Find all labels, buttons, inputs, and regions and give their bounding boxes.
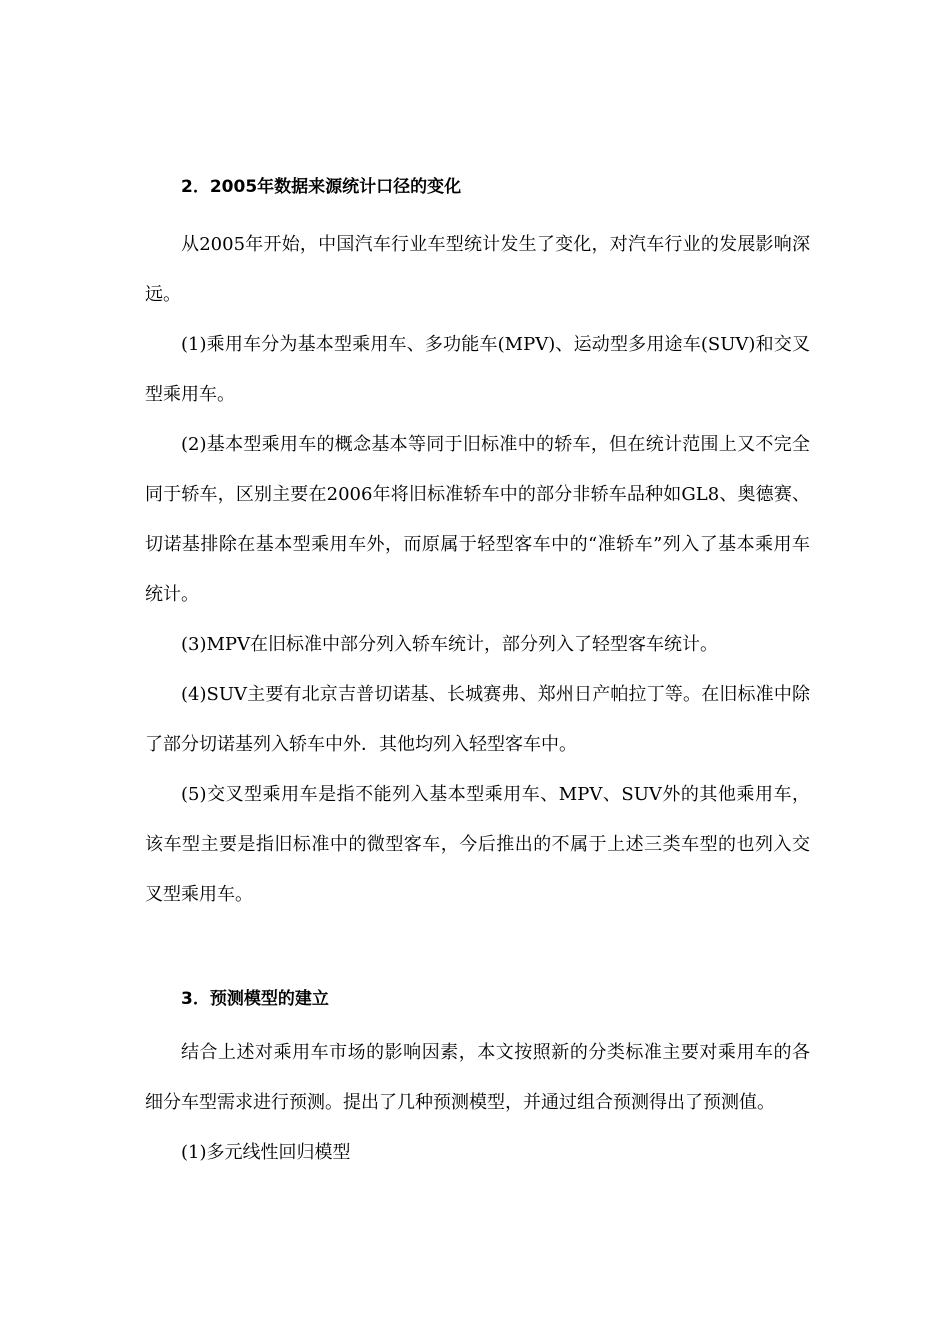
paragraph-item-5: (5)交叉型乘用车是指不能列入基本型乘用车、MPV、SUV外的其他乘用车，该车型主要是指旧标准中的微型客车，今后推出的不属于上述三类车型的也列入交叉型乘用车。 bbox=[145, 784, 810, 905]
paragraph-model-intro: 结合上述对乘用车市场的影响因素，本文按照新的分类标准主要对乘用车的各细分车型需求进行预测。提出了几种预测模型，并通过组合预测得出了预测值。 bbox=[145, 1042, 810, 1113]
document-page bbox=[145, 170, 810, 1178]
paragraph-item-3: (3)MPV在旧标准中部分列入轿车统计，部分列入了轻型客车统计。 bbox=[181, 634, 719, 655]
section-3-heading: 3．预测模型的建立 bbox=[181, 989, 329, 1009]
paragraph-intro: 从2005年开始，中国汽车行业车型统计发生了变化，对汽车行业的发展影响深远。 bbox=[145, 234, 810, 305]
paragraph-item-2: (2)基本型乘用车的概念基本等同于旧标准中的轿车，但在统计范围上又不完全同于轿车，区别主要在2006年将旧标准轿车中的部分非轿车品种如GL8、奥德赛、切诺基排除在基本型乘用车外，而原属于轻型客车中的“准轿车”列入了基本乘用车统计。 bbox=[145, 434, 810, 605]
paragraph-model-1: (1)多元线性回归模型 bbox=[181, 1142, 351, 1163]
paragraph-item-4: (4)SUV主要有北京吉普切诺基、长城赛弗、郑州日产帕拉丁等。在旧标准中除了部分切诺基列入轿车中外．其他均列入轻型客车中。 bbox=[145, 684, 810, 755]
section-2-heading: 2．2005年数据来源统计口径的变化 bbox=[181, 177, 462, 197]
paragraph-item-1: (1)乘用车分为基本型乘用车、多功能车(MPV)、运动型多用途车(SUV)和交叉型乘用车。 bbox=[145, 334, 810, 405]
